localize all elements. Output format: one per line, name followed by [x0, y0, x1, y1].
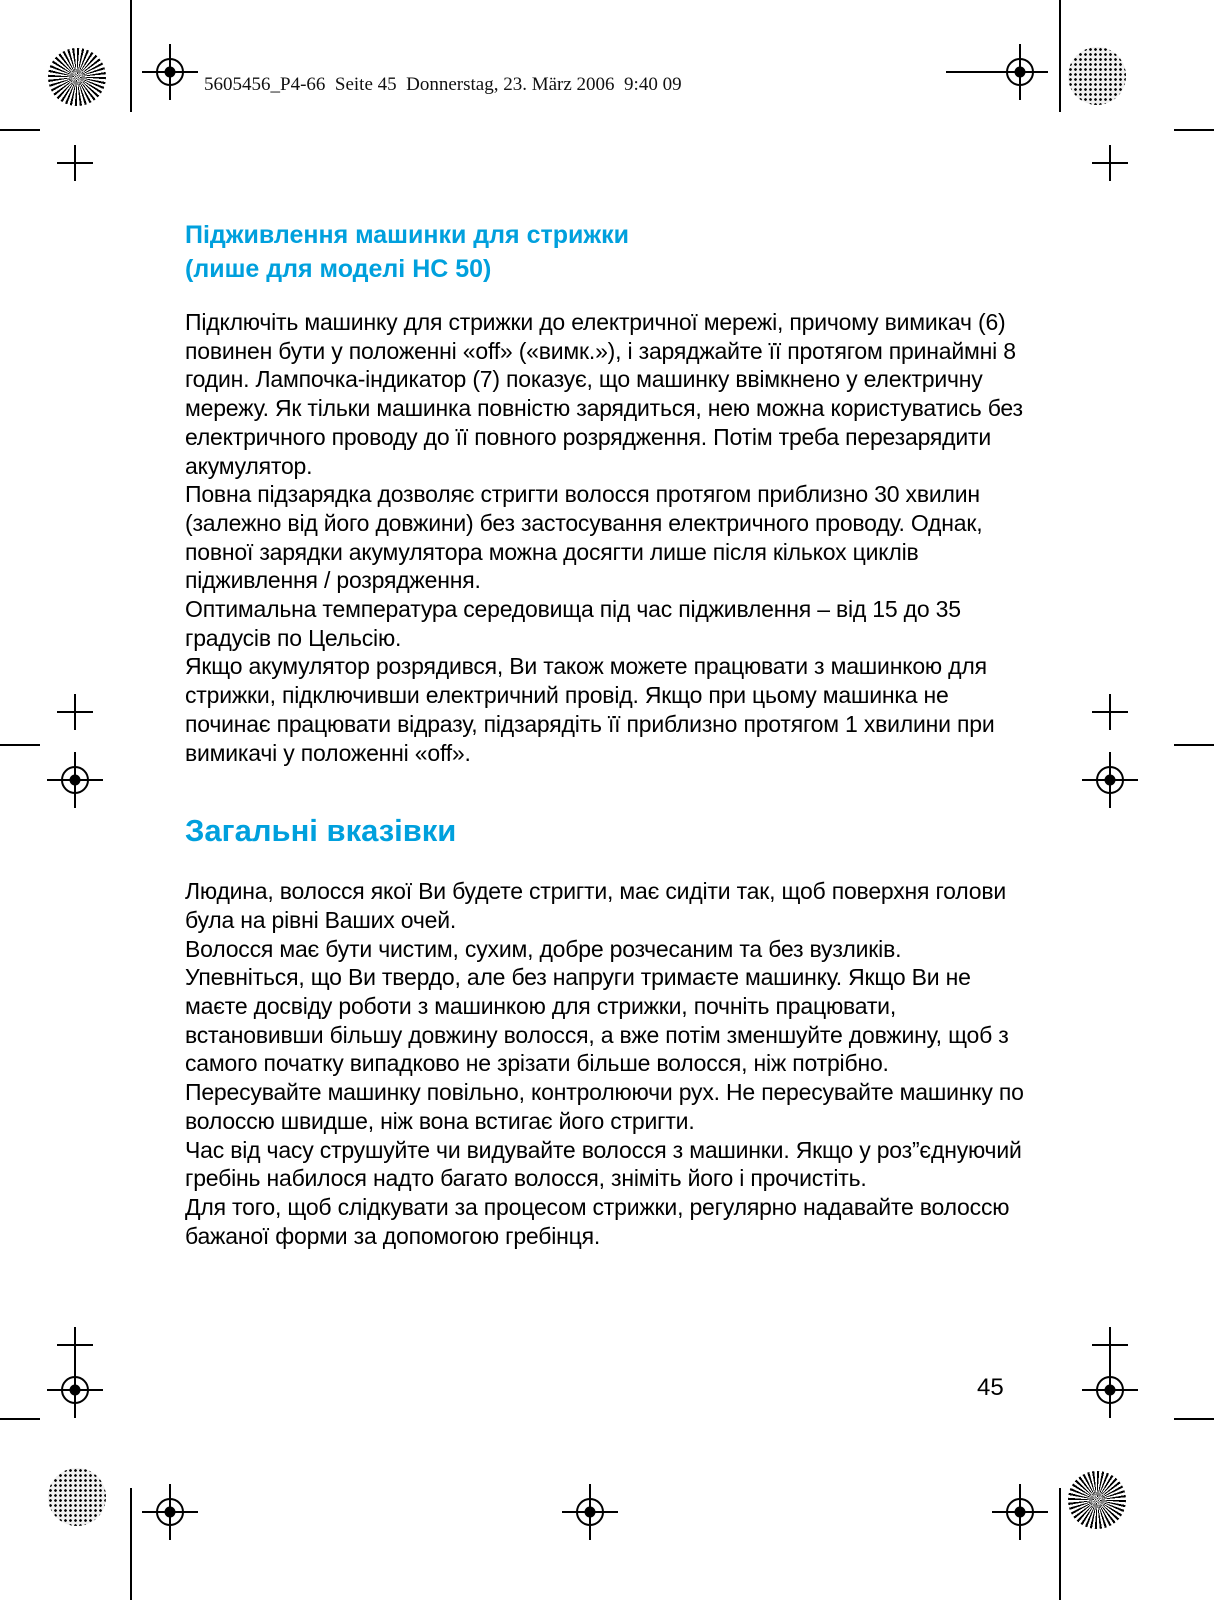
paragraph: Повна підзарядка дозволяє стригти волосся протягом приблизно 30 хвилин (залежно від його довжини) без застосування електричного проводу. Однак, повної зарядки акумулятора можна досягти лише після кількох циклів підживлення / розрядження. [185, 481, 983, 594]
crop-line [1059, 0, 1061, 112]
paragraph: Оптимальна температура середовища під час підживлення – від 15 до 35 градусів по Цельсію. [185, 596, 961, 651]
registration-mark-icon [1082, 1362, 1138, 1418]
section1-body [185, 308, 1030, 767]
crosshair-icon [1092, 694, 1128, 730]
registration-mark-icon [562, 1484, 618, 1540]
section1-title-line1: Підживлення машинки для стрижки [185, 221, 629, 249]
paragraph: Людина, волосся якої Ви будете стригти, має сидіти так, щоб поверхня голови була на рівні Ваших очей. [185, 878, 1006, 933]
starburst-mark-icon [1068, 1471, 1126, 1529]
section2-body [185, 877, 1030, 1250]
section1-title [185, 218, 1030, 286]
crosshair-icon [57, 694, 93, 730]
halftone-mark-icon [48, 1468, 106, 1526]
registration-mark-icon [992, 44, 1048, 100]
paragraph: Для того, щоб слідкувати за процесом стрижки, регулярно надавайте волоссю бажаної форми за допомогою гребінця. [185, 1193, 1010, 1249]
crop-line [1174, 129, 1214, 131]
print-header-slug: 5605456_P4-66 Seite 45 Donnerstag, 23. März 2006 9:40 09 [204, 74, 682, 95]
page-number: 45 [977, 1374, 1004, 1401]
crop-line [0, 1418, 40, 1420]
section1-title-line2: (лише для моделі HC 50) [185, 255, 492, 283]
registration-mark-icon [1082, 752, 1138, 808]
crop-line [946, 71, 996, 73]
section2-title: Загальні вказівки [185, 813, 457, 849]
crosshair-icon [1092, 1327, 1128, 1363]
crosshair-icon [57, 145, 93, 181]
crop-line [0, 129, 40, 131]
starburst-mark-icon [48, 48, 106, 106]
crop-line [130, 0, 132, 112]
paragraph: Якщо акумулятор розрядився, Ви також можете працювати з машинкою для стрижки, підключивши електричний провід. Якщо при цьому машинка не починає працювати відразу, підзарядіть її приблизно протягом 1 хвилини при вимикачі у положенні «off». [185, 653, 995, 766]
paragraph: Волосся має бути чистим, сухим, добре розчесаним та без вузликів. [185, 935, 902, 962]
registration-mark-icon [142, 44, 198, 100]
registration-mark-icon [142, 1484, 198, 1540]
crop-line [130, 1488, 132, 1600]
registration-mark-icon [47, 1362, 103, 1418]
registration-mark-icon [47, 752, 103, 808]
crosshair-icon [57, 1327, 93, 1363]
paragraph: Підключіть машинку для стрижки до електричної мережі, причому вимикач (6) повинен бути у положенні «off» («вимк.»), і заряджайте її протягом принаймні 8 годин. Лампочка-індикатор (7) показує, що машинку ввімкнено у електричну мережу. Як тільки машинка повністю зарядиться, нею можна користуватись без електричного проводу до її повного розрядження. Потім треба перезарядити акумулятор. [185, 309, 1023, 479]
crop-line [1174, 1418, 1214, 1420]
crop-line [1059, 1488, 1061, 1600]
paragraph: Пересувайте машинку повільно, контролюючи рух. Не пересувайте машинку по волоссю швидше, ніж вона встигає його стригти. [185, 1079, 1024, 1134]
crosshair-icon [1092, 145, 1128, 181]
crop-line [1174, 744, 1214, 746]
page-content [185, 218, 1030, 1250]
paragraph: Час від часу струшуйте чи видувайте волосся з машинки. Якщо у роз”єднуючий гребінь набилося надто багато волосся, зніміть його і прочистіть. [185, 1136, 1022, 1192]
paragraph: Упевніться, що Ви твердо, але без напруги тримаєте машинку. Якщо Ви не маєте досвіду роботи з машинкою для стрижки, почніть працювати, встановивши більшу довжину волосся, а вже потім зменшуйте довжину, щоб з самого початку випадково не зрізати більше волосся, ніж потрібно. [185, 964, 1009, 1077]
halftone-mark-icon [1068, 47, 1126, 105]
crop-line [0, 744, 40, 746]
registration-mark-icon [992, 1484, 1048, 1540]
